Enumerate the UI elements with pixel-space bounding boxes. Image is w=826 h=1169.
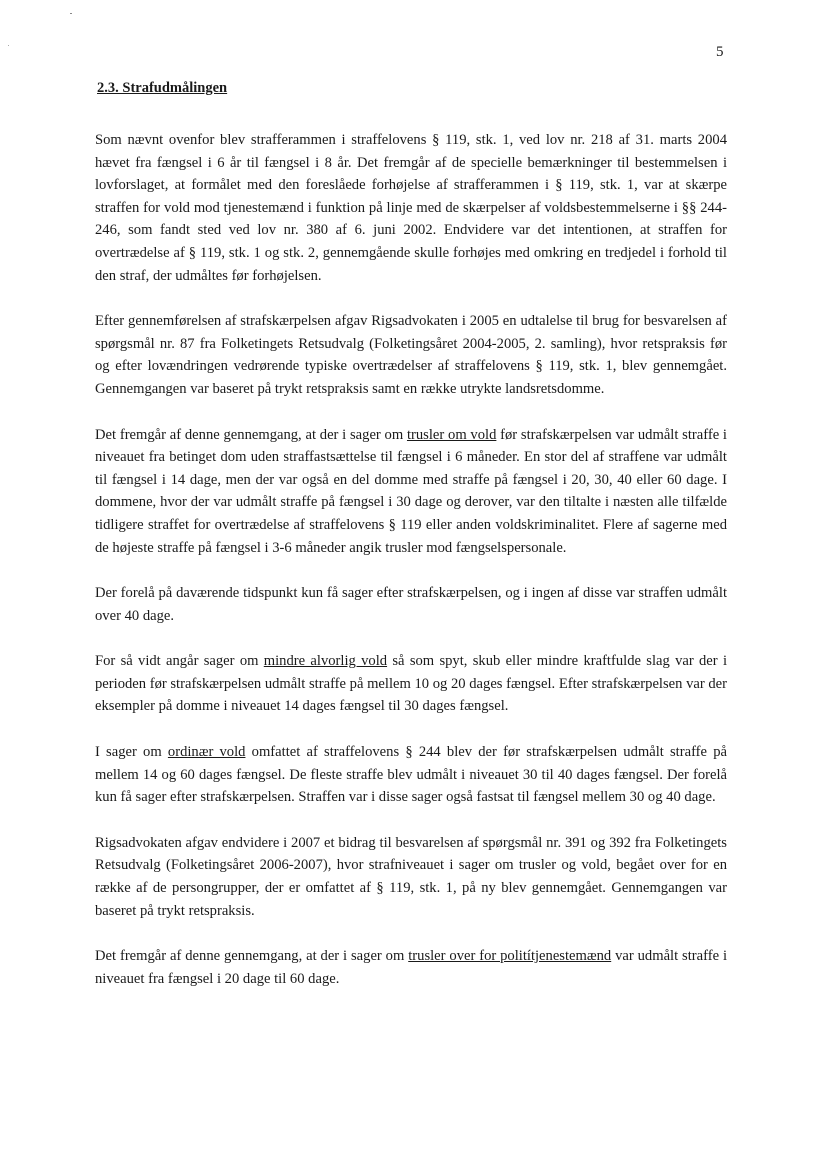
text-run: var udmålt straffe i niveauet fra fængsel i 20 dage til 60 dage. — [95, 948, 727, 987]
paragraph-2: Efter gennemførelsen af strafskærpelsen afgav Rigsadvokaten i 2005 en udtalelse til brug for besvarelsen af spørgsmål nr. 87 fra Folketingets Retsudvalg (Folketingsåret 2004-2005, 2. samling), hvor retspraksis før og efter lovændringen vedrørende typiske overtrædelser af straffelovens § 119, stk. 1, blev gennemgået. Gennemgangen var baseret på trykt retspraksis samt en række utrykte landsretsdomme. — [95, 313, 727, 397]
text-run: før strafskærpelsen var udmålt straffe i niveauet fra betinget dom uden straffastsættelse til fængsel i 6 måneder. En stor del af straffene var udmålt til fængsel i 14 dage, men der var også en del domme med straffe på fængsel i 20, 30, 40 eller 60 dage. I dommene, hvor der var udmålt straffe på fængsel i 30 dage og derover, var den tiltalte i næsten alle tilfælde tidligere straffet for overtrædelse af straffelovens § 119 eller anden voldskriminalitet. Flere af sagerne med de højeste straffe på fængsel i 3-6 måneder angik trusler mod fængselspersonale. — [95, 426, 727, 556]
paragraph-8 — [95, 945, 727, 990]
paragraph-1: Som nævnt ovenfor blev strafferammen i straffelovens § 119, stk. 1, ved lov nr. 218 af 31. marts 2004 hævet fra fængsel i 6 år til fængsel i 8 år. Det fremgår af de specielle bemærkninger til bestemmelsen i lovforslaget, at formålet med den foreslåede forhøjelse af strafferammen i § 119, stk. 1, var at skærpe straffen for vold mod tjenestemænd i funktion på linje med de skærpelser af voldsbestemmelserne i §§ 244-246, som fandt sted ved lov nr. 380 af 6. juni 2002. Endvidere var det intentionen, at straffen for overtrædelse af § 119, stk. 1 og stk. 2, gennemgående skulle forhøjes med omkring en tredjedel i forhold til den straf, der udmåltes før forhøjelsen. — [95, 132, 727, 284]
paragraph-7: Rigsadvokaten afgav endvidere i 2007 et bidrag til besvarelsen af spørgsmål nr. 391 og 392 fra Folketingets Retsudvalg (Folketingsåret 2006-2007), hvor strafniveauet i sager om trusler og vold, begået over for en række af de persongrupper, der er omfattet af § 119, stk. 1, på ny blev gennemgået. Gennemgangen var baseret på trykt retspraksis. — [95, 834, 727, 919]
paragraph-5 — [95, 650, 727, 718]
section-heading: 2.3. Strafudmålingen — [97, 80, 228, 96]
text-run: For så vidt angår sager om — [95, 653, 264, 670]
paragraph-4: Der forelå på daværende tidspunkt kun få sager efter strafskærpelsen, og i ingen af disse var straffen udmålt over 40 dage. — [95, 585, 727, 624]
paragraph-3 — [95, 424, 727, 560]
paragraph-6 — [95, 741, 727, 809]
underlined-term: trusler om vold — [406, 426, 497, 443]
body-text — [95, 129, 727, 1013]
underlined-term: mindre alvorlig vold — [263, 653, 388, 670]
text-run: Det fremgår af denne gennemgang, at der i sager om — [95, 948, 409, 965]
scan-speck — [8, 45, 9, 46]
text-run: så som spyt, skub eller mindre kraftfulde slag var der i perioden før strafskærpelsen udmålt straffe på mellem 10 og 20 dages fængsel. Efter strafskærpelsen var der eksempler på domme i niveauet 14 dages fængsel til 30 dages fængsel. — [95, 653, 727, 715]
underlined-term: trusler over for politítjenestemænd — [408, 948, 612, 965]
text-run: omfattet af straffelovens § 244 blev der før strafskærpelsen udmålt straffe på mellem 14 og 60 dages fængsel. De fleste straffe blev udmålt i niveauet 30 til 40 dages fængsel. Der forelå kun få sager efter strafskærpelsen. Straffen var i disse sager også fastsat til fængsel mellem 30 og 40 dage. — [95, 744, 727, 806]
text-run: Det fremgår af denne gennemgang, at der i sager om — [95, 426, 407, 443]
page-number: 5 — [716, 44, 724, 60]
underlined-term: ordinær vold — [167, 744, 246, 761]
scan-speck — [70, 13, 72, 14]
text-run: I sager om — [95, 744, 168, 761]
